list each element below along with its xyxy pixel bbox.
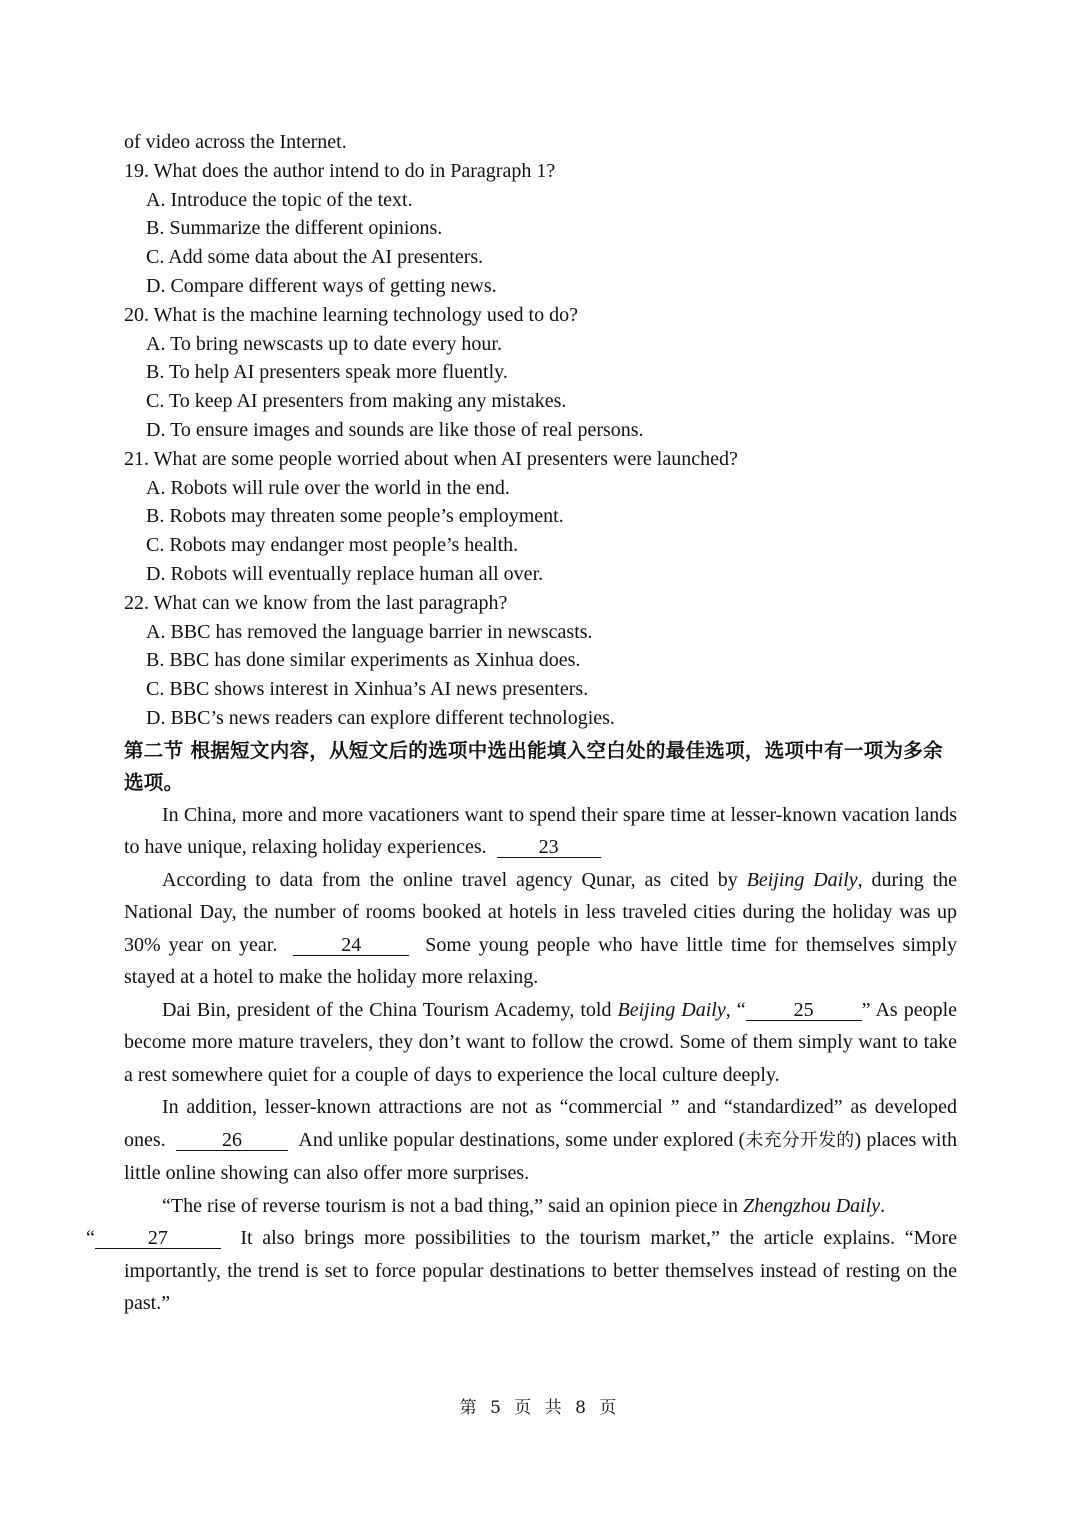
option-d: D. Compare different ways of getting news.: [146, 274, 497, 297]
paragraph-text: And unlike popular destinations, some under explored (: [298, 1128, 746, 1151]
source-name: Beijing Daily: [746, 868, 858, 891]
question-stem: 20. What is the machine learning technology used to do?: [124, 303, 578, 326]
blank-27: 27: [95, 1228, 221, 1249]
option-d: D. BBC’s news readers can explore different technologies.: [146, 706, 615, 729]
source-name: Beijing Daily: [617, 998, 726, 1021]
blank-24: 24: [293, 935, 409, 956]
question-stem: 22. What can we know from the last paragraph?: [124, 591, 508, 614]
paragraph-3: [124, 994, 957, 1092]
option-b: B. Robots may threaten some people’s employment.: [146, 505, 564, 528]
option-a: A. Introduce the topic of the text.: [146, 188, 413, 211]
question-21: [124, 445, 957, 589]
option-c: C. BBC shows interest in Xinhua’s AI news presenters.: [146, 678, 589, 701]
question-stem: 19. What does the author intend to do in Paragraph 1?: [124, 159, 556, 182]
section-heading: 第二节 根据短文内容，从短文后的选项中选出能填入空白处的最佳选项，选项中有一项为多余选项。: [124, 738, 943, 794]
option-c: C. Robots may endanger most people’s health.: [146, 534, 519, 557]
paragraph-text: Some young people who have little time for themselves simply stayed at a hotel to make the holiday more relaxing.: [124, 933, 958, 989]
option-c: C. Add some data about the AI presenters.: [146, 246, 484, 269]
option-b: B. Summarize the different opinions.: [146, 217, 443, 240]
paragraph-text: ” As people become more mature travelers, they don’t want to follow the crowd. Some of them simply want to take a rest somewhere quiet for a couple of days to experience the local culture deeply.: [124, 998, 958, 1086]
paragraph-text: According to data from the online travel agency Qunar, as cited by: [162, 868, 747, 891]
option-d: D. To ensure images and sounds are like those of real persons.: [146, 418, 644, 441]
option-d: D. Robots will eventually replace human all over.: [146, 562, 544, 585]
option-b: B. BBC has done similar experiments as Xinhua does.: [146, 649, 581, 672]
exam-page: [86, 128, 958, 1320]
paragraph-text: , “: [725, 998, 746, 1021]
paragraph-1: [124, 799, 957, 864]
paragraph-text: It also brings more possibilities to the tourism market,” the article explains. “More importantly, the trend is set to force popular destinations to better themselves instead of resting on the past.”: [124, 1227, 958, 1315]
option-a: A. To bring newscasts up to date every hour.: [146, 332, 502, 355]
question-19: [124, 157, 957, 301]
paragraph-5: [86, 1190, 958, 1320]
passage: [86, 799, 958, 1320]
paragraph-text: ) places with little online showing can also offer more surprises.: [124, 1128, 958, 1185]
source-name: Zhengzhou Daily: [742, 1194, 881, 1217]
continuation-line: of video across the Internet.: [124, 131, 347, 153]
paragraph-2: [124, 864, 957, 994]
paragraph-text: “The rise of reverse tourism is not a bad thing,” said an opinion piece in: [162, 1194, 743, 1217]
open-quote: “: [86, 1227, 95, 1250]
paragraph-text: In China, more and more vacationers want to spend their spare time at lesser-known vacation lands to have unique, relaxing holiday experiences.: [124, 803, 957, 859]
question-20: [124, 301, 957, 445]
option-a: A. Robots will rule over the world in the end.: [146, 476, 510, 499]
question-22: [124, 589, 957, 733]
question-stem: 21. What are some people worried about when AI presenters were launched?: [124, 447, 738, 470]
blank-23: 23: [497, 837, 601, 858]
page-footer: 第 5 页 共 8 页: [459, 1398, 621, 1418]
cjk-gloss: 未充分开发的: [745, 1129, 855, 1151]
option-b: B. To help AI presenters speak more fluently.: [146, 361, 508, 384]
paragraph-4: [124, 1091, 957, 1190]
blank-25: 25: [746, 1000, 862, 1021]
option-a: A. BBC has removed the language barrier in newscasts.: [146, 620, 593, 643]
option-c: C. To keep AI presenters from making any mistakes.: [146, 390, 567, 413]
blank-26: 26: [176, 1130, 288, 1151]
paragraph-text: Dai Bin, president of the China Tourism Academy, told: [162, 998, 618, 1021]
paragraph-text: In addition, lesser-known attractions are not as “commercial ” and “standardized” as developed ones.: [124, 1096, 957, 1151]
paragraph-text: .: [880, 1194, 886, 1217]
paragraph-text: , during the National Day, the number of rooms booked at hotels in less traveled cities during the holiday was up 30% year on year.: [124, 868, 957, 956]
